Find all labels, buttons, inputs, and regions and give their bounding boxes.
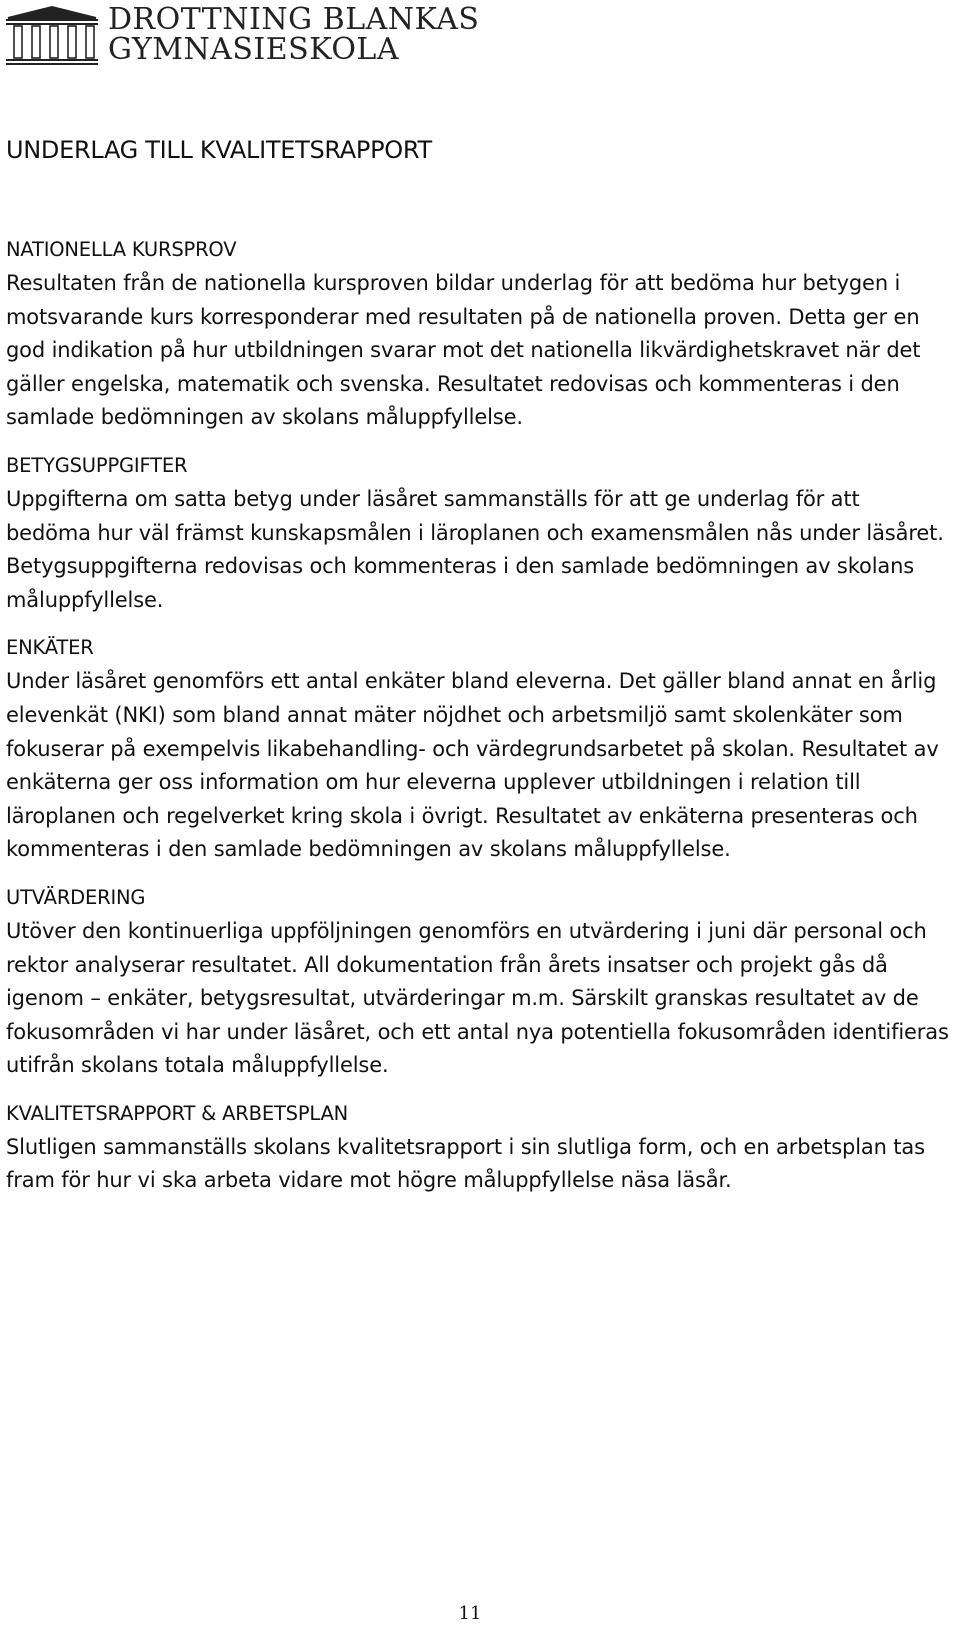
school-name-line2: GYMNASIESKOLA (108, 32, 400, 67)
section-text: Uppgifterna om satta betyg under läsåret sammanställs för att ge underlag för att bedöma hur väl främst kunskapsmålen i läroplanen och examensmålen nås under läsåret. Betygsuppgifterna redovisas och kommenteras i den samlade bedömningen av skolans måluppfyllelse. (6, 486, 944, 612)
section-heading: ENKÄTER (6, 636, 94, 660)
section-text: Slutligen sammanställs skolans kvalitetsrapport i sin slutliga form, och en arbetsplan tas fram för hur vi ska arbeta vidare mot högre måluppfyllelse näsa läsår. (6, 1134, 925, 1193)
section-heading: UTVÄRDERING (6, 885, 146, 909)
section-heading: KVALITETSRAPPORT & ARBETSPLAN (6, 1101, 349, 1125)
school-name-line1: DROTTNING BLANKAS (108, 2, 480, 37)
section-betygsuppgifter (6, 449, 950, 617)
school-name (108, 2, 480, 67)
section-heading: NATIONELLA KURSPROV (6, 238, 237, 261)
page-number: 11 (458, 1603, 482, 1624)
section-text: Under läsåret genomförs ett antal enkäter bland eleverna. Det gäller bland annat en årlig elevenkät (NKI) som bland annat mäter nöjdhet och arbetsmiljö samt skolenkäter som fokuserar på exempelvis likabehandling- och värdegrundsarbetet på skolan. Resultatet av enkäterna ger oss information om hur eleverna upplever utbildningen i relation till läroplanen och regelverket kring skola i övrigt. Resultatet av enkäterna presenteras och kommenteras i den samlade bedömningen av skolans måluppfyllelse. (6, 669, 939, 862)
section-kvalitetsrapport-arbetsplan (6, 1097, 950, 1198)
section-nationella-kursprov (6, 233, 950, 435)
columns-building-icon (4, 4, 100, 66)
document-body (6, 233, 950, 1212)
section-utvardering (6, 881, 950, 1083)
document-title: UNDERLAG TILL KVALITETSRAPPORT (6, 136, 432, 164)
school-header (4, 4, 479, 66)
section-text: Utöver den kontinuerliga uppföljningen genomförs en utvärdering i juni där personal och rektor analyserar resultatet. All dokumentation från årets insatser och projekt gås då igenom – enkäter, betygsresultat, utvärderingar m.m. Särskilt granskas resultatet av de fokusområden vi har under läsåret, och ett antal nya potentiella fokusområden identifieras utifrån skolans totala måluppfyllelse. (6, 918, 949, 1078)
section-heading: BETYGSUPPGIFTER (6, 453, 188, 477)
section-enkater (6, 631, 950, 867)
section-text: Resultaten från de nationella kursproven bildar underlag för att bedöma hur betygen i motsvarande kurs korresponderar med resultaten på de nationella proven. Detta ger en god indikation på hur utbildningen svarar mot det nationella likvärdighetskravet när det gäller engelska, matematik och svenska. Resultatet redovisas och kommenteras i den samlade bedömningen av skolans måluppfyllelse. (6, 271, 921, 430)
